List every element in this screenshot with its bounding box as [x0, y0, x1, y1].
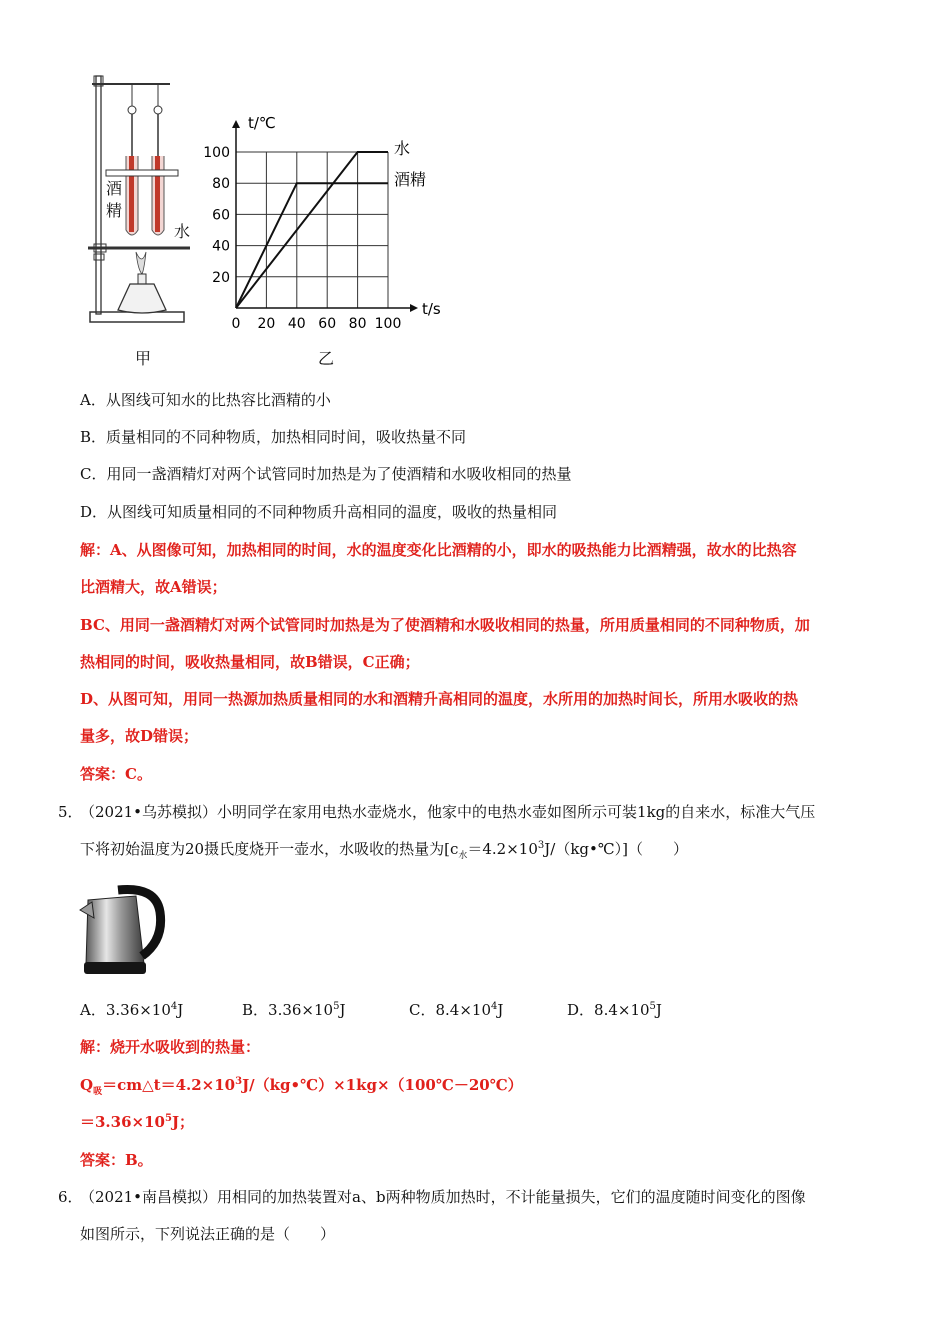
- q5-option-text: A．3.36×10: [80, 1001, 171, 1019]
- q4-solution-line: 量多，故D错误；: [80, 727, 199, 745]
- q5-solution-result: [80, 1111, 194, 1133]
- q5-formula-text: Q: [80, 1076, 94, 1094]
- q5-option-d: [567, 999, 662, 1021]
- q4-solution-line: BC、用同一盏酒精灯对两个试管同时加热是为了使酒精和水吸收相同的热量，所用质量相同的不同种物质，加: [80, 616, 810, 634]
- q5-stem-text: ＝4.2×10: [467, 840, 538, 858]
- x-tick-label: 20: [257, 316, 276, 332]
- series-line: [236, 152, 388, 308]
- q5-option-a: [80, 999, 183, 1021]
- x-tick-label: 40: [287, 316, 306, 332]
- q5-option-text: D．8.4×10: [567, 1001, 650, 1019]
- q5-option-unit: J: [497, 1001, 504, 1019]
- q5-option-sup: 4: [170, 1001, 178, 1012]
- q4-answer: 答案：C。: [80, 765, 152, 783]
- q6-stem-line2: 如图所示，下列说法正确的是（ ）: [80, 1225, 336, 1243]
- q5-option-text: B．3.36×10: [242, 1001, 334, 1019]
- q5-stem-sub: 水: [458, 851, 468, 861]
- q6-number: 6．: [58, 1188, 83, 1206]
- q5-number: 5．: [58, 803, 83, 821]
- q5-stem-text: 下将初始温度为20摄氏度烧开一壶水，水吸收的热量为[c: [80, 840, 459, 858]
- q5-stem-line2: [80, 838, 688, 860]
- x-axis-arrow: [410, 304, 418, 312]
- q5-formula-sup: 3: [235, 1076, 243, 1087]
- x-axis-label: t/s: [422, 300, 441, 318]
- q5-stem-sup: 3: [537, 840, 545, 851]
- q4-option-c: C．用同一盏酒精灯对两个试管同时加热是为了使酒精和水吸收相同的热量: [80, 465, 572, 483]
- q5-formula-text: J/（kg•℃）×1kg×（100℃－20℃）: [242, 1076, 523, 1094]
- q5-option-unit: J: [177, 1001, 184, 1019]
- q5-option-unit: J: [339, 1001, 346, 1019]
- y-tick-label: 40: [212, 238, 230, 255]
- x-tick-label: 0: [231, 316, 241, 332]
- q5-option-sup: 4: [491, 1001, 498, 1012]
- series-label: 酒精: [394, 170, 427, 190]
- y-tick-label: 60: [212, 207, 230, 224]
- q5-formula-text: ＝cm△t＝4.2×10: [102, 1076, 236, 1094]
- q5-option-c: [409, 999, 503, 1021]
- y-axis-label: t/℃: [248, 114, 276, 132]
- q5-solution-formula: [80, 1074, 523, 1096]
- q4-option-d: D．从图线可知质量相同的不同种物质升高相同的温度，吸收的热量相同: [80, 503, 558, 521]
- temperature-time-chart: [196, 108, 456, 336]
- q5-option-b: [242, 999, 345, 1021]
- q5-option-sup: 5: [333, 1001, 340, 1012]
- x-tick-label: 100: [374, 316, 402, 332]
- q5-result-sup: 5: [164, 1113, 172, 1124]
- y-tick-label: 20: [212, 269, 230, 286]
- q4-solution-line: 解：A、从图像可知，加热相同的时间，水的温度变化比酒精的小，即水的吸热能力比酒精强，故水的比热容: [80, 541, 797, 559]
- q5-option-text: C．8.4×10: [409, 1001, 491, 1019]
- y-axis-arrow: [232, 120, 240, 128]
- q4-option-b: B．质量相同的不同种物质，加热相同时间，吸收热量不同: [80, 428, 467, 446]
- q4-solution-line: 热相同的时间，吸收热量相同，故B错误，C正确；: [80, 653, 420, 671]
- series-label: 水: [394, 139, 411, 158]
- q5-option-unit: J: [655, 1001, 662, 1019]
- q4-solution-line: 比酒精大，故A错误；: [80, 578, 227, 596]
- q6-stem-line1: （2021•南昌模拟）用相同的加热装置对a、b两种物质加热时，不计能量损失，它们的温度随时间变化的图像: [80, 1188, 806, 1206]
- q5-solution-line: 解：烧开水吸收到的热量：: [80, 1038, 261, 1056]
- graph-caption: 乙: [318, 349, 335, 368]
- q5-result-text: J；: [171, 1113, 195, 1131]
- kettle-image: [78, 882, 168, 978]
- q4-solution-line: D、从图可知，用同一热源加热质量相同的水和酒精升高相同的温度，水所用的加热时间长，所用水吸收的热: [80, 690, 799, 708]
- apparatus-figure: [86, 70, 196, 326]
- y-tick-label: 80: [212, 176, 230, 193]
- q5-stem-line1: （2021•乌苏模拟）小明同学在家用电热水壶烧水，他家中的电热水壶如图所示可装1kg的自来水，标准大气压: [80, 803, 816, 821]
- apparatus-label-water: 水: [174, 222, 191, 241]
- x-tick-label: 80: [348, 316, 367, 332]
- apparatus-caption: 甲: [135, 349, 152, 368]
- q5-stem-text: J/（kg•℃）]（ ）: [544, 840, 688, 858]
- q5-formula-sub: 吸: [93, 1087, 103, 1097]
- q5-option-sup: 5: [649, 1001, 656, 1012]
- q5-answer: 答案：B。: [80, 1151, 153, 1169]
- q4-option-a: A．从图线可知水的比热容比酒精的小: [80, 391, 331, 409]
- q5-result-text: ＝3.36×10: [80, 1113, 165, 1131]
- x-tick-label: 60: [318, 316, 337, 332]
- apparatus-label-alcohol: 酒精: [106, 179, 123, 220]
- y-tick-label: 100: [203, 145, 230, 161]
